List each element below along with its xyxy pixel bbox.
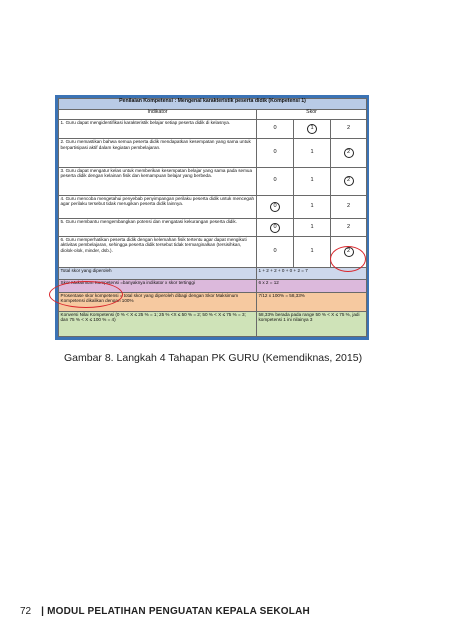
page-number: 72	[20, 606, 32, 617]
score-value: 1	[310, 203, 314, 210]
score-cell	[257, 119, 294, 139]
score-value: 0	[273, 177, 277, 184]
indicator-header: Indikator	[59, 110, 257, 120]
conversion-value: 58,33% berada pada range 50 % < X ≤ 75 %, jadi kompetensi 1 ini nilainya 3	[257, 312, 367, 337]
score-cell	[294, 119, 331, 139]
circled-score: 2	[346, 177, 351, 184]
indicator-rows	[59, 119, 367, 267]
total-value: 1 + 2 + 2 + 0 + 0 + 2 = 7	[257, 267, 367, 280]
score-value: 0	[273, 149, 277, 156]
conversion-label: Konversi Nilai Kompetensi (0 % < X ≤ 25 % = 1; 25 % <X ≤ 50 % = 2; 50 % < X ≤ 75 % = 3; dan 75 % < X ≤ 100 % = 4)	[59, 312, 257, 337]
score-value: 0	[273, 125, 277, 132]
indicator-text: 3. Guru dapat mengatur kelas untuk memberikan kesempatan belajar yang sama pada semua peserta didik dengan kelainan fisik dan kemampuan belajar yang berbeda.	[59, 167, 257, 195]
indicator-row	[59, 237, 367, 268]
table-title: Penilaian Kompetensi : Mengenal karakteristik peserta didik (Kompetensi 1)	[59, 99, 367, 110]
score-cell	[331, 218, 367, 236]
figure-caption: Gambar 8. Langkah 4 Tahapan PK GURU (Kemendiknas, 2015)	[64, 352, 363, 364]
circled-score: 2	[346, 149, 351, 156]
score-cell	[257, 218, 294, 236]
score-cell	[294, 167, 331, 195]
max-score-label: Skor Maksimum Kompetensi =banyaknya indikator x skor tertinggi	[59, 280, 257, 293]
score-cell	[257, 139, 294, 167]
percentage-value: 7/12 x 100% = 58,33%	[257, 293, 367, 312]
circled-score: 0	[273, 203, 277, 210]
score-value: 1	[310, 248, 314, 255]
score-value: 1	[310, 177, 314, 184]
score-cell	[331, 139, 367, 167]
total-label: Total skor yang diperoleh	[59, 267, 257, 280]
score-value: 1	[310, 223, 314, 230]
indicator-row	[59, 195, 367, 218]
score-value: 2	[346, 125, 351, 132]
indicator-text: 4. Guru mencoba mengetahui penyebab penyimpangan perilaku peserta didik untuk mencegah agar perilaku tersebut tidak merugikan peserta didik lainnya.	[59, 195, 257, 218]
score-value: 1	[310, 149, 314, 156]
circled-score: 2	[346, 248, 351, 255]
score-cell	[331, 119, 367, 139]
indicator-text: 1. Guru dapat mengidentifikasi karakteristik belajar setiap peserta didik di kelasnya.	[59, 119, 257, 139]
indicator-row	[59, 139, 367, 167]
score-cell	[331, 195, 367, 218]
circled-score: 0	[273, 223, 277, 230]
score-cell	[257, 195, 294, 218]
circled-score: 1	[310, 125, 314, 132]
indicator-row	[59, 119, 367, 139]
score-cell	[294, 195, 331, 218]
highlight-oval-conversion	[49, 281, 123, 308]
score-cell	[257, 167, 294, 195]
score-value: 2	[346, 223, 351, 230]
score-value: 2	[346, 203, 351, 210]
score-cell	[294, 218, 331, 236]
score-cell	[294, 237, 331, 268]
score-cell	[257, 237, 294, 268]
percentage-label: Prosentase skor kompetensi = total skor yang diperoleh dibagi dengan Skor Maksimum Kompetensi dikalikan dengan 100%	[59, 293, 257, 312]
module-title: | MODUL PELATIHAN PENGUATAN KEPALA SEKOLAH	[41, 606, 310, 617]
indicator-text: 2. Guru memastikan bahwa semua peserta didik mendapatkan kesempatan yang sama untuk berpartisipasi aktif dalam kegiatan pembelajaran.	[59, 139, 257, 167]
page-footer	[20, 606, 310, 617]
score-cell	[294, 139, 331, 167]
indicator-text: 6. Guru memperhatikan peserta didik dengan kelemahan fisik tertentu agar dapat mengikuti aktivitas pembelajaran, sehingga peserta didik tersebut tidak termarginalkan (tersisihkan, diolok-olok, minder, dsb.).	[59, 237, 257, 268]
score-value: 0	[273, 248, 277, 255]
assessment-table-figure	[55, 95, 369, 340]
highlight-oval-percentage	[330, 246, 366, 272]
score-cell	[331, 167, 367, 195]
score-header: Skor	[257, 110, 367, 120]
indicator-row	[59, 167, 367, 195]
max-score-value: 6 x 2 = 12	[257, 280, 367, 293]
indicator-text: 5. Guru membantu mengembangkan potensi dan mengatasi kekurangan peserta didik.	[59, 218, 257, 236]
indicator-row	[59, 218, 367, 236]
